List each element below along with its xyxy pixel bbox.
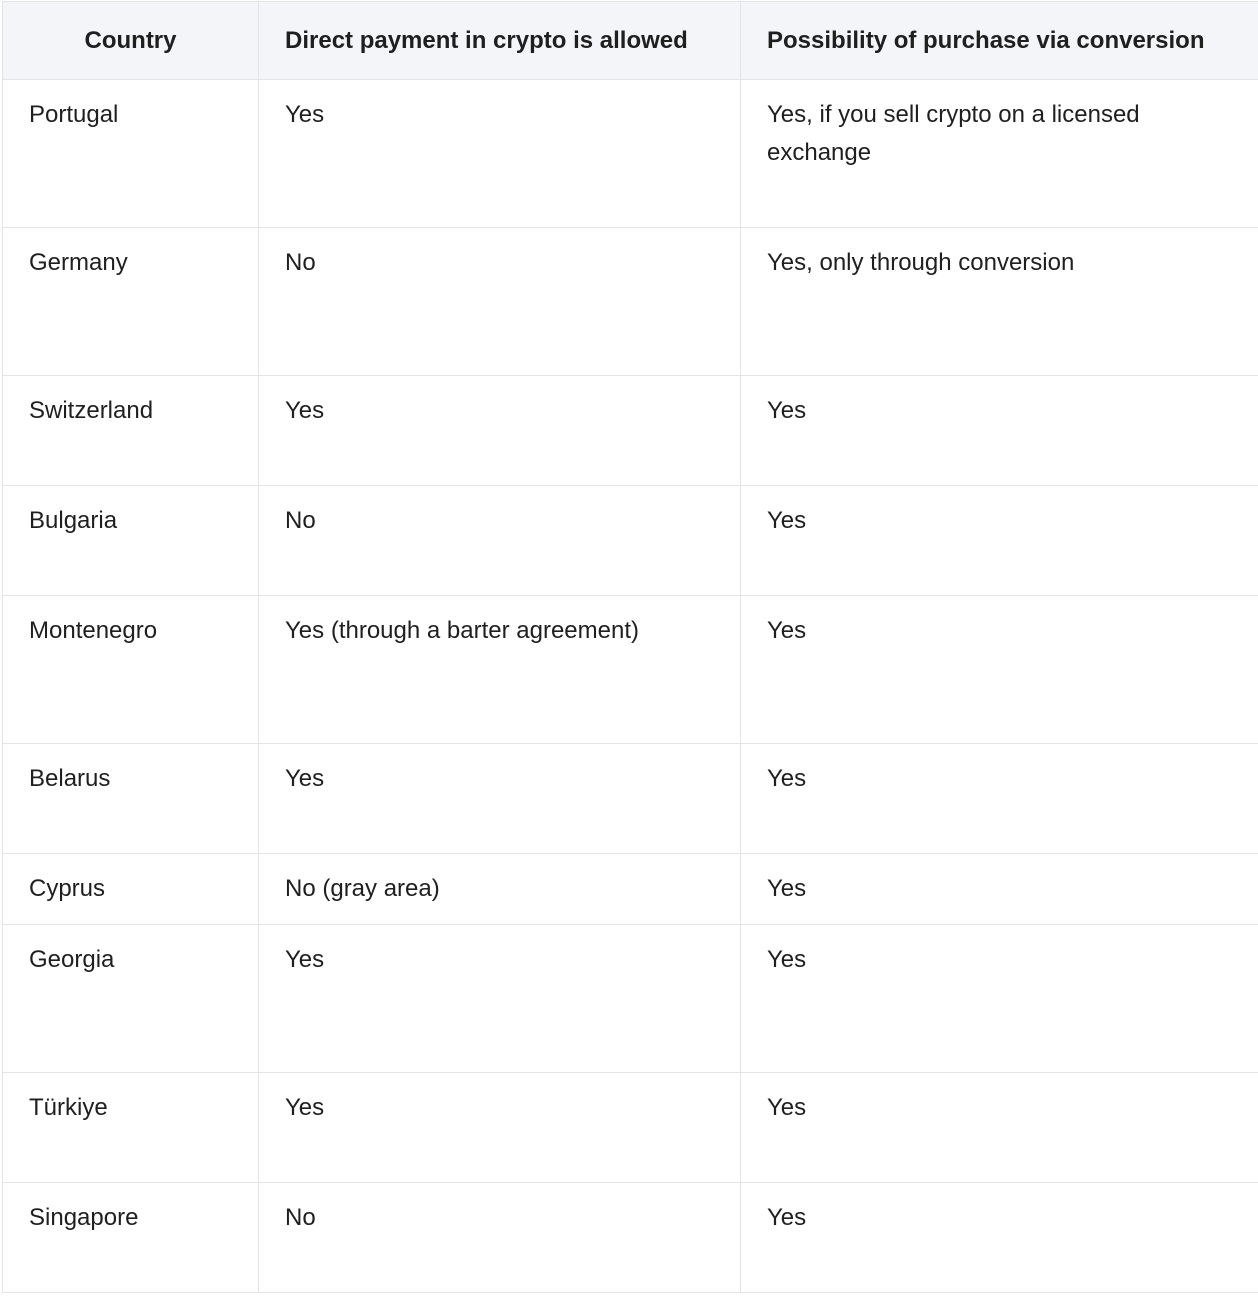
cell-country: Singapore <box>3 1183 259 1293</box>
table-row <box>3 854 1258 925</box>
cell-conversion: Yes <box>741 854 1258 925</box>
cell-direct-payment: No <box>259 1183 741 1293</box>
cell-conversion: Yes <box>741 1183 1258 1293</box>
cell-conversion: Yes, only through conversion <box>741 228 1258 376</box>
table-row <box>3 596 1258 744</box>
cell-country: Bulgaria <box>3 486 259 596</box>
crypto-payment-table <box>2 1 1258 1293</box>
table-row <box>3 486 1258 596</box>
header-conversion: Possibility of purchase via conversion <box>741 2 1258 80</box>
cell-country: Montenegro <box>3 596 259 744</box>
cell-country: Germany <box>3 228 259 376</box>
table-row <box>3 80 1258 228</box>
cell-direct-payment: No <box>259 228 741 376</box>
cell-country: Cyprus <box>3 854 259 925</box>
cell-direct-payment: No (gray area) <box>259 854 741 925</box>
cell-direct-payment: Yes <box>259 925 741 1073</box>
cell-direct-payment: No <box>259 486 741 596</box>
cell-country: Georgia <box>3 925 259 1073</box>
table-row <box>3 228 1258 376</box>
header-row <box>3 2 1258 80</box>
table-row <box>3 376 1258 486</box>
cell-conversion: Yes <box>741 925 1258 1073</box>
cell-conversion: Yes <box>741 376 1258 486</box>
table-row <box>3 1183 1258 1293</box>
cell-conversion: Yes <box>741 744 1258 854</box>
cell-direct-payment: Yes (through a barter agreement) <box>259 596 741 744</box>
cell-conversion: Yes <box>741 1073 1258 1183</box>
cell-conversion: Yes <box>741 486 1258 596</box>
cell-country: Portugal <box>3 80 259 228</box>
cell-country: Belarus <box>3 744 259 854</box>
cell-conversion: Yes, if you sell crypto on a licensed exchange <box>741 80 1258 228</box>
table-body <box>3 80 1258 1293</box>
table-row <box>3 744 1258 854</box>
table-header <box>3 2 1258 80</box>
cell-country: Switzerland <box>3 376 259 486</box>
cell-country: Türkiye <box>3 1073 259 1183</box>
cell-conversion: Yes <box>741 596 1258 744</box>
header-direct-payment: Direct payment in crypto is allowed <box>259 2 741 80</box>
table-row <box>3 1073 1258 1183</box>
header-country: Country <box>3 2 259 80</box>
cell-direct-payment: Yes <box>259 1073 741 1183</box>
cell-direct-payment: Yes <box>259 744 741 854</box>
cell-direct-payment: Yes <box>259 80 741 228</box>
table-row <box>3 925 1258 1073</box>
cell-direct-payment: Yes <box>259 376 741 486</box>
